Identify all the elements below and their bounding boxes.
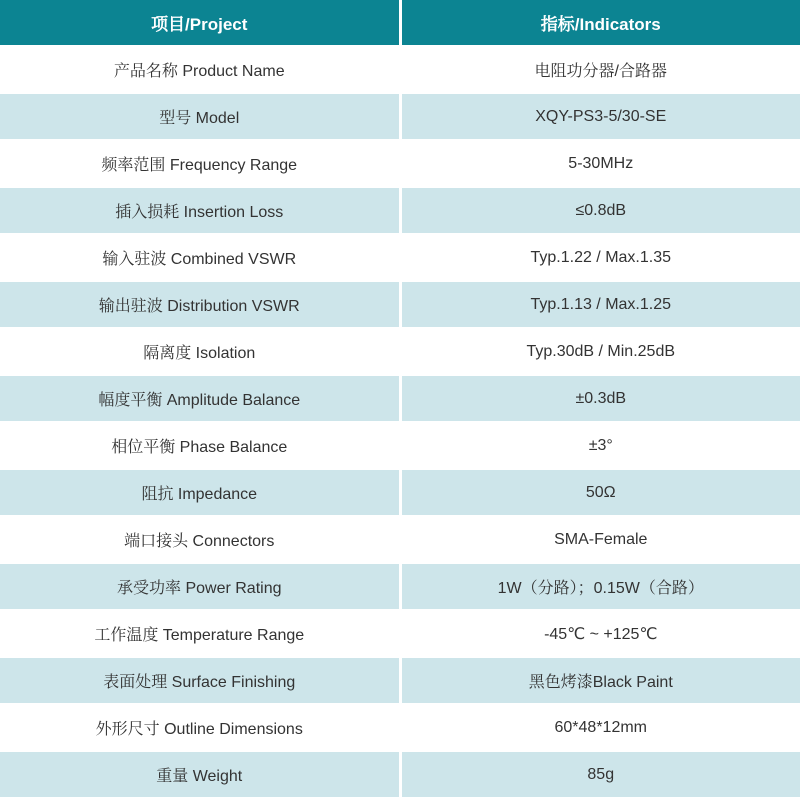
project-cell: 重量 Weight [0,751,400,797]
header-row [0,0,800,46]
indicator-cell: 5-30MHz [400,140,800,187]
indicator-cell: 85g [400,751,800,797]
project-cell: 阻抗 Impedance [0,469,400,516]
project-cell: 工作温度 Temperature Range [0,610,400,657]
header-cell-project: 项目/Project [0,0,400,46]
project-cell: 输入驻波 Combined VSWR [0,234,400,281]
indicator-cell: XQY-PS3-5/30-SE [400,93,800,140]
table-row-power-rating [0,563,800,610]
project-cell: 型号 Model [0,93,400,140]
project-cell: 承受功率 Power Rating [0,563,400,610]
indicator-cell: 50Ω [400,469,800,516]
table-row-combined-vswr [0,234,800,281]
indicator-cell: Typ.30dB / Min.25dB [400,328,800,375]
table-row-outline-dimensions [0,704,800,751]
header-cell-indicators: 指标/Indicators [400,0,800,46]
project-cell: 相位平衡 Phase Balance [0,422,400,469]
table-row-model [0,93,800,140]
table-row-frequency-range [0,140,800,187]
project-cell: 幅度平衡 Amplitude Balance [0,375,400,422]
project-cell: 输出驻波 Distribution VSWR [0,281,400,328]
table-row-weight [0,751,800,797]
project-cell: 外形尺寸 Outline Dimensions [0,704,400,751]
table-row-amplitude-balance [0,375,800,422]
table-row-connectors [0,516,800,563]
table-row-phase-balance [0,422,800,469]
table-row-temperature-range [0,610,800,657]
indicator-cell: 电阻功分器/合路器 [400,46,800,93]
indicator-cell: ≤0.8dB [400,187,800,234]
project-cell: 端口接头 Connectors [0,516,400,563]
indicator-cell: ±0.3dB [400,375,800,422]
table-row-surface-finishing [0,657,800,704]
indicator-cell: 黑色烤漆Black Paint [400,657,800,704]
project-cell: 频率范围 Frequency Range [0,140,400,187]
project-cell: 产品名称 Product Name [0,46,400,93]
project-cell: 插入损耗 Insertion Loss [0,187,400,234]
table-row-insertion-loss [0,187,800,234]
indicator-cell: Typ.1.13 / Max.1.25 [400,281,800,328]
table-row-product-name [0,46,800,93]
table-row-distribution-vswr [0,281,800,328]
indicator-cell: 60*48*12mm [400,704,800,751]
indicator-cell: Typ.1.22 / Max.1.35 [400,234,800,281]
table-row-isolation [0,328,800,375]
indicator-cell: ±3° [400,422,800,469]
indicator-cell: SMA-Female [400,516,800,563]
project-cell: 表面处理 Surface Finishing [0,657,400,704]
indicator-cell: -45℃ ~ +125℃ [400,610,800,657]
table-row-impedance [0,469,800,516]
indicator-cell: 1W（分路）；0.15W（合路） [400,563,800,610]
project-cell: 隔离度 Isolation [0,328,400,375]
